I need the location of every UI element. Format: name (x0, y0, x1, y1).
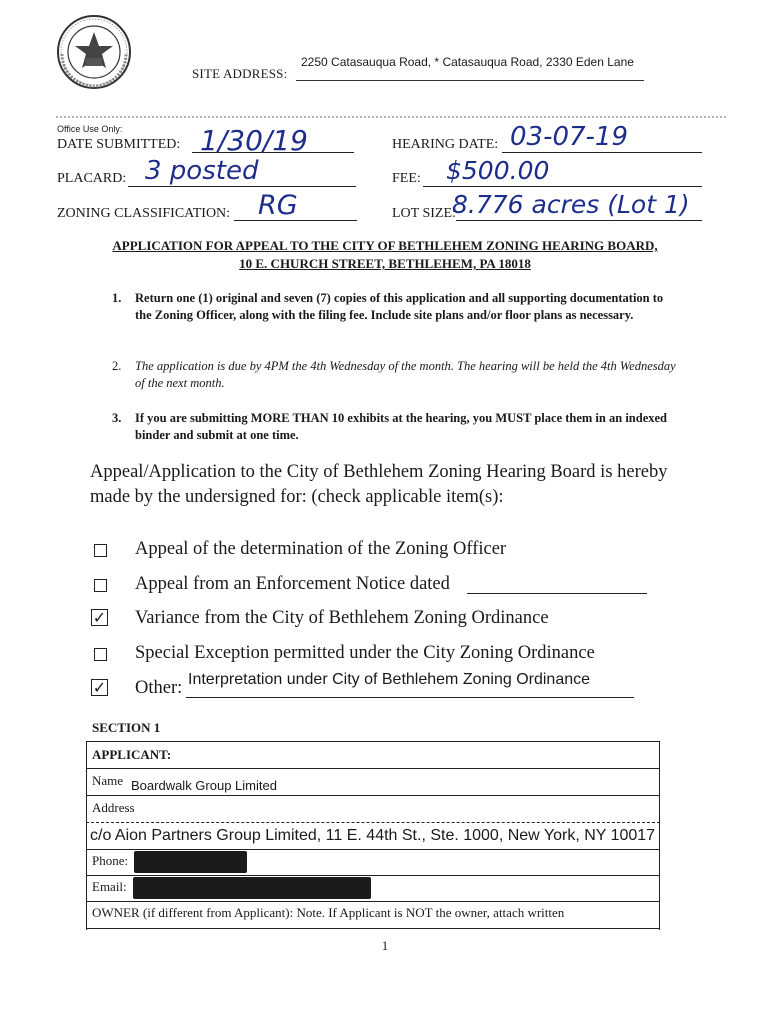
check-icon: ✓ (92, 608, 107, 627)
phone-label: Phone: (92, 853, 129, 868)
hearing-date-line (502, 152, 702, 153)
row-divider (86, 901, 660, 902)
placard-label: PLACARD: (57, 171, 127, 186)
name-label: Name (92, 773, 124, 788)
dotted-divider (56, 116, 726, 118)
fee-value: $500.00 (446, 156, 550, 185)
application-title: APPLICATION FOR APPEAL TO THE CITY OF BETHLEHEM ZONING HEARING BOARD, (112, 238, 658, 253)
option-label: Other: (135, 678, 183, 698)
checkbox-other[interactable] (91, 679, 108, 696)
site-address-label: SITE ADDRESS: (192, 66, 288, 81)
applicant-name-value: Boardwalk Group Limited (131, 778, 277, 793)
email-label: Email: (92, 879, 127, 894)
row-divider (86, 822, 660, 823)
fee-label: FEE: (392, 171, 421, 186)
applicant-heading: APPLICANT: (92, 747, 172, 762)
redacted-email (133, 877, 371, 899)
section-heading: SECTION 1 (92, 720, 161, 735)
site-address-line (296, 80, 644, 81)
appeal-intro: Appeal/Application to the City of Bethlehem Zoning Hearing Board is hereby made by the undersigned for: (check applicable item(s): (90, 462, 668, 507)
option-label: Special Exception permitted under the City Zoning Ordinance (135, 643, 595, 663)
row-divider (86, 795, 660, 796)
instruction-text: The application is due by 4PM the 4th Wednesday of the month. The hearing will be held the 4th Wednesday of the next month. (135, 359, 676, 390)
checkbox-special-exception[interactable] (94, 648, 107, 661)
other-line (186, 697, 634, 698)
row-divider (86, 849, 660, 850)
city-seal-logo (56, 14, 132, 90)
application-address: 10 E. CHURCH STREET, BETHLEHEM, PA 18018 (239, 256, 531, 271)
address-label: Address (92, 800, 135, 815)
owner-note: OWNER (if different from Applicant): Note. If Applicant is NOT the owner, attach written (92, 905, 565, 920)
check-icon: ✓ (92, 678, 107, 697)
enforcement-date-line[interactable] (467, 593, 647, 594)
zoning-classification-value: RG (258, 190, 298, 221)
lot-size-value: 8.776 acres (Lot 1) (452, 190, 690, 219)
other-value: Interpretation under City of Bethlehem Zoning Ordinance (188, 671, 591, 688)
instruction-number: 2. (112, 359, 122, 373)
instruction-text: If you are submitting MORE THAN 10 exhibits at the hearing, you MUST place them in an indexed binder and submit at one time. (135, 411, 667, 442)
date-submitted-label: DATE SUBMITTED: (57, 137, 181, 152)
row-divider (86, 768, 660, 769)
zoning-classification-label: ZONING CLASSIFICATION: (57, 206, 231, 221)
row-divider (86, 928, 660, 929)
lot-size-line (456, 220, 702, 221)
option-label: Appeal from an Enforcement Notice dated (135, 574, 450, 594)
hearing-date-value: 03-07-19 (510, 122, 629, 152)
instruction-number: 3. (112, 411, 122, 425)
lot-size-label: LOT SIZE: (392, 206, 456, 221)
fee-line (423, 186, 702, 187)
site-address-value: 2250 Catasauqua Road, * Catasauqua Road, 2330 Eden Lane (301, 55, 634, 69)
option-label: Appeal of the determination of the Zoning Officer (135, 539, 507, 559)
instruction-number: 1. (112, 291, 122, 305)
option-label: Variance from the City of Bethlehem Zoning Ordinance (135, 608, 549, 628)
checkbox-variance[interactable] (91, 609, 108, 626)
placard-value: 3 posted (145, 156, 259, 186)
checkbox-appeal-determination[interactable] (94, 544, 107, 557)
placard-line (128, 186, 356, 187)
hearing-date-label: HEARING DATE: (392, 137, 499, 152)
office-use-heading: Office Use Only: (57, 124, 123, 134)
applicant-address-value: c/o Aion Partners Group Limited, 11 E. 44th St., Ste. 1000, New York, NY 10017 (90, 827, 656, 844)
instruction-text: Return one (1) original and seven (7) copies of this application and all supporting documentation to the Zoning Officer, along with the filing fee. Include site plans and/or floor plans as necessary. (135, 291, 664, 322)
page-number: 1 (381, 938, 389, 953)
date-submitted-value: 1/30/19 (200, 124, 308, 157)
row-divider (86, 875, 660, 876)
checkbox-enforcement-notice[interactable] (94, 579, 107, 592)
redacted-phone (134, 851, 247, 873)
